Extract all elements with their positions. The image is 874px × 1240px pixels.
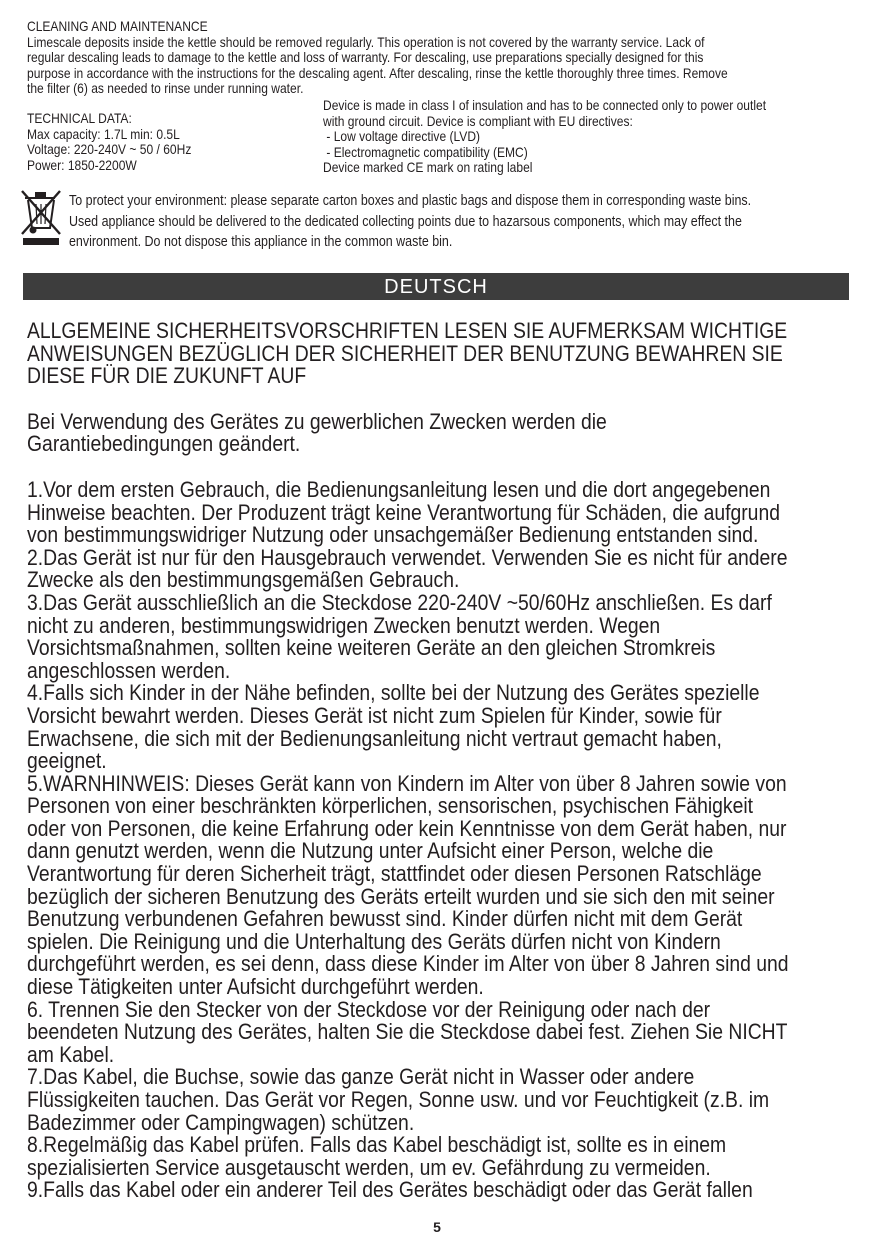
instruction-line: Personen von einer beschränkten körperlichen, sensorischen, psychischen Fähigkeit xyxy=(27,793,754,819)
safety-heading-line: DIESE FÜR DIE ZUKUNFT AUF xyxy=(27,363,307,389)
instruction-line: am Kabel. xyxy=(27,1041,115,1067)
instruction-line: oder von Personen, die keine Erfahrung oder kein Kenntnisse von dem Gerät haben, nur xyxy=(27,815,787,841)
environment-line: Used appliance should be delivered to the dedicated collecting points due to hazarsous components, which may effect the xyxy=(69,213,742,230)
intro-line: Garantiebedingungen geändert. xyxy=(27,431,301,457)
instruction-line: bezüglich der sicheren Benutzung des Geräts erteilt wurden und sie sich den mit seiner xyxy=(27,883,775,909)
instruction-line: 8.Regelmäßig das Kabel prüfen. Falls das Kabel beschädigt ist, sollte es in einem xyxy=(27,1132,727,1158)
instruction-line: Vorsichtsmaßnahmen, sollten keine weiteren Geräte an den gleichen Stromkreis xyxy=(27,635,716,661)
cleaning-section xyxy=(27,19,728,97)
technical-line: Power: 1850-2200W xyxy=(27,156,137,173)
language-label: DEUTSCH xyxy=(384,276,488,298)
compliance-line: - Electromagnetic compatibility (EMC) xyxy=(323,143,528,160)
technical-line: Max capacity: 1.7L min: 0.5L xyxy=(27,125,180,142)
instruction-line: nicht zu anderen, bestimmungswidrigen Zwecken benutzt werden. Wegen xyxy=(27,612,661,638)
instructions-list xyxy=(27,476,789,1203)
instruction-line: von bestimmungswidriger Nutzung oder unsachgemäßer Bedienung entstanden sind. xyxy=(27,522,759,548)
instruction-line: Vorsicht bewahrt werden. Dieses Gerät ist nicht zum Spielen für Kinder, sowie für xyxy=(27,702,722,728)
cleaning-line: purpose in accordance with the instructions for the descaling agent. After descaling, rinse the kettle thoroughly three times. Remove xyxy=(27,64,728,81)
instruction-line: spezialisierten Service ausgetauscht werden, um ev. Gefährdung zu vermeiden. xyxy=(27,1154,711,1180)
instruction-line: 7.Das Kabel, die Buchse, sowie das ganze Gerät nicht in Wasser oder andere xyxy=(27,1064,695,1090)
environment-notice xyxy=(69,191,751,253)
cleaning-line: Limescale deposits inside the kettle should be removed regularly. This operation is not covered by the warranty service. Lack of xyxy=(27,33,705,50)
compliance-line: - Low voltage directive (LVD) xyxy=(323,128,481,145)
crossed-out-wheelie-bin-icon xyxy=(19,188,63,246)
instruction-line: Benutzung verbundenen Gefahren bewusst sind. Kinder dürfen nicht mit dem Gerät xyxy=(27,906,743,932)
compliance-section xyxy=(323,98,766,176)
instruction-line: Zwecke als den bestimmungsgemäßen Gebrauch. xyxy=(27,567,460,593)
technical-heading: TECHNICAL DATA: xyxy=(27,110,132,126)
instruction-line: Erwachsene, die sich mit der Bedienungsanleitung nicht vertraut gemacht haben, xyxy=(27,725,722,751)
language-bar xyxy=(23,273,849,300)
instruction-line: Badezimmer oder Campingwagen) schützen. xyxy=(27,1109,415,1135)
instruction-line: 1.Vor dem ersten Gebrauch, die Bedienungsanleitung lesen und die dort angegebenen xyxy=(27,476,771,502)
page-number: 5 xyxy=(433,1219,441,1235)
instruction-line: 2.Das Gerät ist nur für den Hausgebrauch verwendet. Verwenden Sie es nicht für andere xyxy=(27,544,788,570)
instruction-line: spielen. Die Reinigung und die Unterhaltung des Geräts dürfen nicht von Kindern xyxy=(27,928,721,954)
cleaning-line: the filter (6) as needed to rinse under running water. xyxy=(27,80,304,97)
instruction-line: 5.WARNHINWEIS: Dieses Gerät kann von Kindern im Alter von über 8 Jahren sowie von xyxy=(27,770,787,796)
instruction-line: beendeten Nutzung des Gerätes, halten Sie die Steckdose dabei fest. Ziehen Sie NICHT xyxy=(27,1019,788,1045)
instruction-line: geeignet. xyxy=(27,748,107,774)
technical-data-section xyxy=(27,111,191,173)
environment-line: To protect your environment: please separate carton boxes and plastic bags and dispose them in corresponding waste bins. xyxy=(69,193,752,209)
instruction-line: Hinweise beachten. Der Produzent trägt keine Verantwortung für Schäden, die aufgrund xyxy=(27,499,780,525)
instruction-line: Flüssigkeiten tauchen. Das Gerät vor Regen, Sonne usw. und vor Feuchtigkeit (z.B. im xyxy=(27,1087,770,1112)
safety-heading-line: ALLGEMEINE SICHERHEITSVORSCHRIFTEN LESEN SIE AUFMERKSAM WICHTIGE xyxy=(27,318,788,343)
instruction-line: durchgeführt werden, es sei denn, dass diese Kinder im Alter von über 8 Jahren sind und xyxy=(27,951,789,977)
spacer xyxy=(27,456,789,479)
instruction-line: 9.Falls das Kabel oder ein anderer Teil des Gerätes beschädigt oder das Gerät fallen xyxy=(27,1177,753,1203)
technical-line: Voltage: 220-240V ~ 50 / 60Hz xyxy=(27,141,192,158)
environment-line: environment. Do not dispose this appliance in the common waste bin. xyxy=(69,234,453,250)
cleaning-heading: CLEANING AND MAINTENANCE xyxy=(27,18,208,34)
instruction-line: 3.Das Gerät ausschließlich an die Steckdose 220-240V ~50/60Hz anschließen. Es darf xyxy=(27,589,772,615)
instruction-line: Verantwortung für deren Sicherheit trägt, stattfindet oder diesen Personen Ratschläge xyxy=(27,861,762,887)
instruction-line: 4.Falls sich Kinder in der Nähe befinden, sollte bei der Nutzung des Gerätes spezielle xyxy=(27,680,760,706)
compliance-line: Device marked CE mark on rating label xyxy=(323,159,533,176)
cleaning-line: regular descaling leads to damage to the kettle and loss of warranty. For descaling, use preparations specially designed for this xyxy=(27,49,704,66)
instruction-line: angeschlossen werden. xyxy=(27,657,231,683)
instruction-line: dann genutzt werden, wenn die Nutzung unter Aufsicht einer Person, welche die xyxy=(27,838,714,864)
instruction-line: diese Tätigkeiten unter Aufsicht durchgeführt werden. xyxy=(27,974,484,1000)
intro-line: Bei Verwendung des Gerätes zu gewerblichen Zwecken werden die xyxy=(27,408,607,434)
deutsch-section xyxy=(27,320,789,1202)
instruction-line: 6. Trennen Sie den Stecker von der Steckdose vor der Reinigung oder nach der xyxy=(27,996,711,1022)
safety-heading-line: ANWEISUNGEN BEZÜGLICH DER SICHERHEIT DER BENUTZUNG BEWAHREN SIE xyxy=(27,340,783,366)
compliance-line: with ground circuit. Device is compliant with EU directives: xyxy=(323,112,633,129)
compliance-line: Device is made in class I of insulation and has to be connected only to power outlet xyxy=(323,97,767,113)
spacer xyxy=(27,388,789,411)
